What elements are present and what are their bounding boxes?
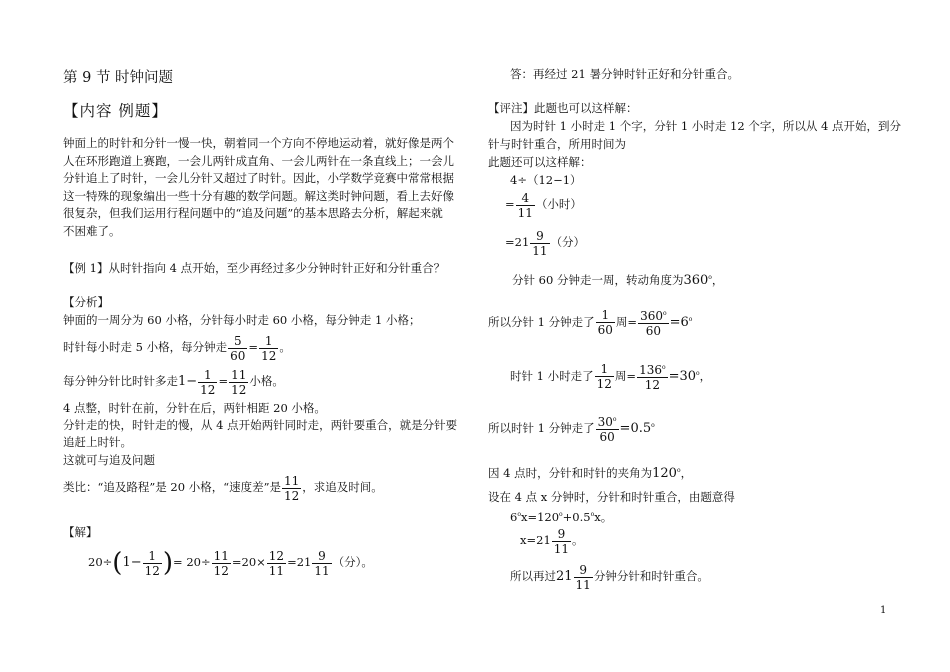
text: 所以分针 1 分钟走了	[488, 314, 595, 329]
numerator: 1	[596, 308, 615, 323]
equals: =21	[505, 235, 530, 249]
denominator: 60	[597, 323, 613, 338]
method2-line-5	[488, 463, 692, 482]
text: = 20÷	[173, 555, 211, 569]
intro-line: 分针追上了时针，一会儿分针又超过了时针。因此，小学数学竞赛中常常根据	[63, 171, 454, 185]
text: 因 4 点时，分针和时针的夹角为	[488, 465, 653, 480]
numerator	[638, 307, 669, 324]
fraction	[596, 308, 615, 337]
text: （小时）	[535, 197, 582, 211]
intro-line: 这一特殊的现象编出一些十分有趣的数学问题。解这类时钟问题，看上去好像	[63, 188, 454, 203]
numerator: 9	[552, 527, 571, 542]
text: 时针 1 小时走了	[510, 368, 594, 383]
text: =20×	[231, 555, 266, 569]
denominator: 11	[314, 563, 330, 578]
intro-line: 人在环形跑道上赛跑，一会儿两针成直角、一会儿两针在一条直线上；一会儿	[63, 153, 454, 168]
text: 每分钟分针比时针多走	[63, 374, 178, 388]
text: x=21	[520, 533, 551, 547]
text: ，求追及时间。	[302, 480, 383, 494]
numerator: 1	[595, 362, 614, 377]
text: 所以再过	[510, 569, 556, 583]
text: ，	[711, 272, 724, 287]
text: 周=	[615, 314, 638, 329]
comment-line-1: 因为时针 1 小时走 1 个字，分针 1 小时走 12 个字，所以从 4 点开始，到分	[510, 119, 901, 133]
analysis-line-3	[63, 364, 284, 399]
solution-equation	[88, 544, 373, 581]
text: =0.5	[619, 420, 652, 436]
numerator: 1	[143, 549, 162, 564]
numerator: 9	[530, 229, 549, 244]
section-title: 第 9 节 时钟问题	[63, 70, 174, 86]
degree-mark: o	[651, 422, 655, 429]
intro-line: 不困难了。	[63, 223, 121, 238]
fraction	[638, 307, 669, 338]
method2-line-3	[510, 356, 711, 395]
text: 分钟分针和时针重合。	[593, 569, 709, 583]
fraction	[574, 563, 593, 592]
expression-3	[505, 224, 585, 260]
text: x=120	[520, 509, 560, 524]
degree-mark: o	[708, 274, 712, 281]
analysis-line-6: 这就可与追及问题	[63, 453, 155, 467]
method2-line-6: 设在 4 点 x 分钟时，分针和时针重合，由题意得	[488, 490, 735, 504]
fraction	[552, 527, 571, 556]
comment-line-3: 此题还可以这样解：	[488, 155, 592, 169]
numerator: 11	[283, 473, 300, 488]
answer-line: 答：再经过 21 暑分钟时针正好和分针重合。	[510, 67, 739, 81]
numerator: 11	[213, 548, 229, 563]
text: 所以时针 1 分钟走了	[488, 420, 595, 435]
fraction	[530, 229, 549, 258]
fraction	[516, 191, 535, 220]
text: x。	[594, 509, 613, 524]
paren: (	[112, 548, 123, 578]
example-1: 【例 1】从时针指向 4 点开始，至少再经过多少分钟时针正好和分针重合？	[63, 261, 446, 275]
text: ，	[680, 465, 693, 480]
value: 30	[597, 415, 613, 430]
method2-result	[520, 522, 584, 558]
denominator: 60	[599, 430, 615, 445]
denominator: 11	[532, 243, 548, 258]
fraction	[637, 361, 668, 392]
numerator: 9	[574, 563, 593, 578]
numerator: 1	[198, 368, 217, 383]
text: （分）。	[332, 555, 373, 569]
denominator: 12	[283, 488, 300, 503]
denominator: 12	[144, 563, 160, 578]
denominator: 12	[231, 382, 247, 397]
degree-mark: o	[590, 511, 595, 518]
text: 20÷	[88, 555, 113, 569]
text: 周=	[614, 368, 637, 383]
content-heading: 【内容 例题】	[63, 102, 168, 120]
intro-line: 钟面上的时针和分针一慢一快，朝着同一个方向不停地运动着，就好像是两个	[63, 136, 454, 150]
analysis-line-5a: 分针走的快，时针走的慢，从 4 点开始两针同时走，两针要重合，就是分针要	[63, 418, 458, 432]
text: =21	[287, 555, 312, 569]
numerator	[596, 413, 619, 430]
expression-2	[505, 186, 582, 222]
text: =6	[669, 314, 689, 330]
solution-heading: 【解】	[63, 525, 98, 539]
numerator: 12	[268, 548, 285, 563]
degree-mark: o	[676, 467, 681, 474]
degree-mark: o	[517, 511, 521, 518]
comment-heading: 【评注】此题也可以这样解：	[488, 101, 638, 115]
fraction	[229, 368, 248, 397]
value: 360	[683, 272, 709, 288]
numerator: 4	[516, 191, 535, 206]
degree-mark: o	[661, 364, 666, 372]
fraction	[143, 549, 162, 578]
method2-line-2	[488, 302, 692, 341]
fraction	[228, 334, 247, 363]
fraction	[595, 362, 614, 391]
analysis-line-1: 钟面的一周分为 60 小格，分针每小时走 60 小格，每分钟走 1 小格；	[63, 313, 421, 327]
equals: =	[218, 374, 229, 388]
degree-mark: o	[559, 511, 563, 518]
denominator: 12	[261, 348, 277, 363]
expression-1: 4÷（12−1）	[510, 173, 582, 187]
method2-line-1	[512, 270, 723, 289]
denominator: 12	[596, 377, 612, 392]
degree-mark: o	[688, 316, 693, 323]
denominator: 60	[645, 324, 661, 339]
analysis-line-5b: 追赶上时针。	[63, 435, 132, 449]
fraction	[259, 334, 278, 363]
degree-mark: o	[662, 310, 667, 318]
analysis-line-4: 4 点整，时针在前，分针在后，两针相距 20 小格。	[63, 401, 326, 415]
fraction	[282, 474, 301, 503]
value: 360	[640, 309, 663, 324]
comment-line-2: 针与时针重合，所用时间为	[488, 137, 626, 151]
fraction	[212, 549, 231, 578]
denominator: 11	[575, 577, 591, 592]
text: 类比：“追及路程”是 20 小格，“速度差”是	[63, 480, 281, 494]
method2-conclusion	[510, 558, 709, 595]
numerator	[637, 361, 668, 378]
denominator: 11	[553, 541, 570, 556]
analysis-line-7	[63, 470, 383, 504]
text: 。	[279, 340, 291, 354]
text: ，	[699, 368, 712, 383]
page-number: 1	[880, 605, 887, 616]
text: 。	[572, 533, 584, 547]
text: 分针 60 分钟走一周，转动角度为	[512, 272, 684, 287]
text: 小格。	[249, 374, 284, 388]
method2-line-4	[488, 408, 655, 447]
intro-line: 很复杂，但我们运用行程问题中的“追及问题”的基本思路去分析，解起来就	[63, 206, 443, 220]
value: 120	[652, 465, 677, 481]
denominator: 11	[268, 563, 285, 578]
analysis-line-2	[63, 330, 291, 364]
denominator: 12	[644, 378, 660, 393]
text: （分）	[550, 235, 586, 249]
denominator: 60	[230, 348, 246, 363]
value: 136	[639, 363, 662, 378]
numerator: 11	[231, 367, 247, 382]
numerator: 1	[259, 334, 278, 349]
text: 21	[556, 569, 573, 584]
intro-paragraph	[63, 135, 454, 240]
numerator: 9	[312, 549, 331, 564]
degree-mark: o	[612, 416, 617, 424]
fraction	[312, 549, 331, 578]
fraction	[267, 549, 286, 578]
denominator: 12	[200, 382, 216, 397]
equals: =	[505, 197, 515, 211]
equals: =	[248, 340, 259, 354]
text: 6	[510, 509, 518, 524]
numerator: 5	[228, 334, 247, 349]
degree-mark: o	[696, 370, 700, 377]
text: +0.5	[562, 509, 591, 524]
text: 时针每小时走 5 小格，每分钟走	[63, 340, 228, 354]
text: 1−	[122, 555, 142, 570]
denominator: 11	[517, 205, 533, 220]
fraction	[596, 413, 619, 444]
text: 1−	[178, 374, 198, 389]
paren: )	[162, 548, 174, 578]
text: =30	[668, 368, 697, 384]
fraction	[198, 368, 217, 397]
analysis-heading: 【分析】	[63, 295, 109, 309]
denominator: 12	[213, 563, 229, 578]
